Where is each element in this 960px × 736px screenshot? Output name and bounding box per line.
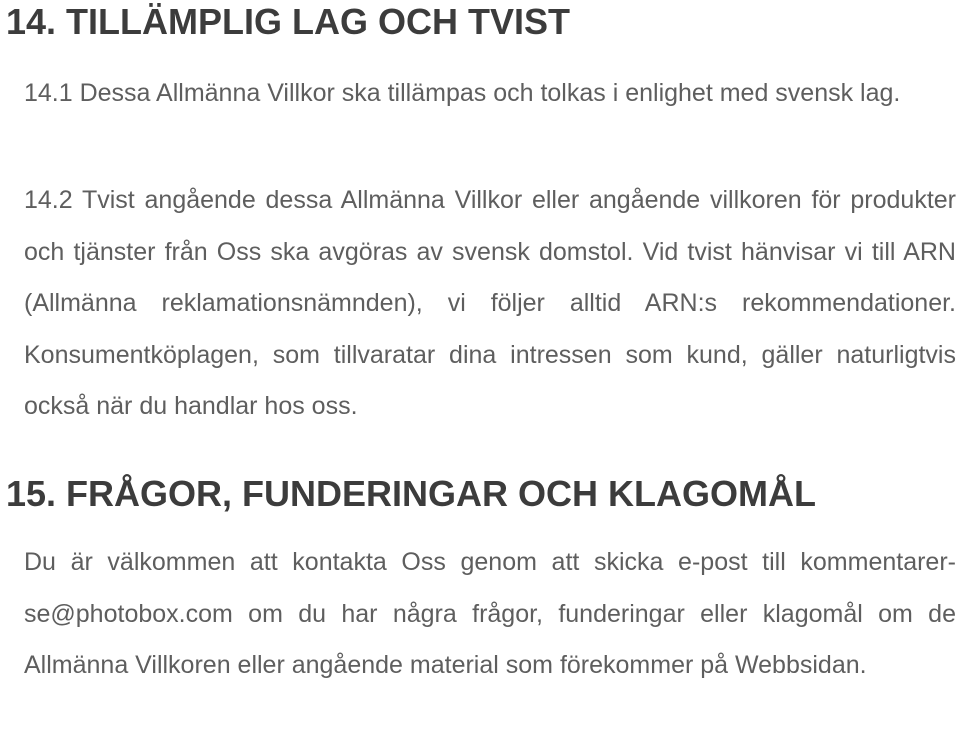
section-15-paragraph: Du är välkommen att kontakta Oss genom att skicka e-post till kommentarer-se@photobox.com om du har några frågor, funderingar eller klagomål om de Allmänna Villkoren eller angående material som förekommer på Webbsidan. bbox=[24, 548, 956, 679]
section-14-heading: 14. TILLÄMPLIG LAG OCH TVIST bbox=[6, 1, 571, 42]
section-14-2-paragraph: 14.2 Tvist angående dessa Allmänna Villkor eller angående villkoren för produkter och tjänster från Oss ska avgöras av svensk domstol. Vid tvist hänvisar vi till ARN (Allmänna reklamationsnämnden), vi följer alltid ARN:s rekommendationer. Konsumentköplagen, som tillvaratar dina intressen som kund, gäller naturligtvis också när du handlar hos oss. bbox=[24, 186, 956, 420]
section-15-heading: 15. FRÅGOR, FUNDERINGAR OCH KLAGOMÅL bbox=[6, 473, 816, 514]
section-14-1-paragraph: 14.1 Dessa Allmänna Villkor ska tillämpas och tolkas i enlighet med svensk lag. bbox=[24, 79, 901, 107]
